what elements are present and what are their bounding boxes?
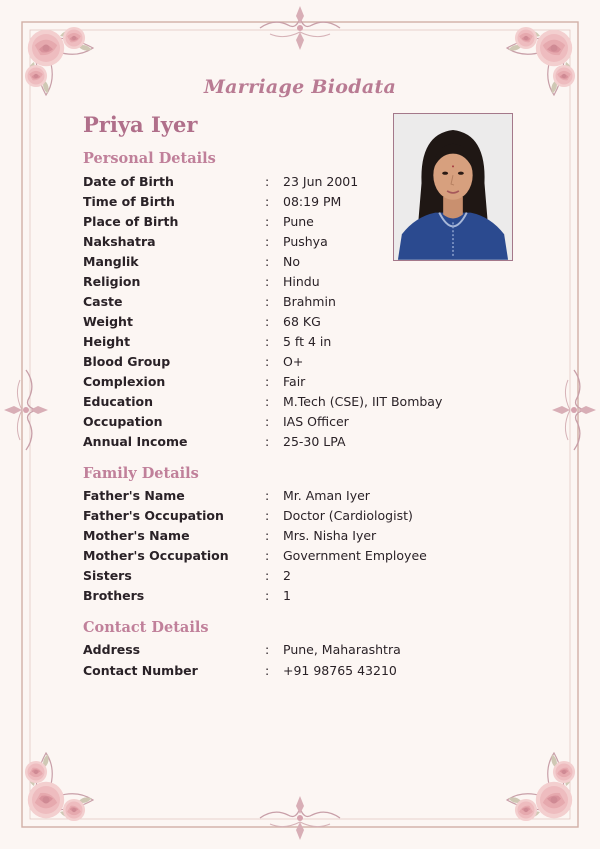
detail-label: Religion (83, 274, 141, 289)
detail-label: Occupation (83, 414, 163, 429)
detail-row (83, 174, 503, 194)
detail-value: 1 (283, 588, 291, 603)
detail-value: Hindu (283, 274, 320, 289)
detail-value: 68 KG (283, 314, 321, 329)
detail-row (83, 334, 503, 354)
detail-label: Height (83, 334, 131, 349)
detail-separator: : (265, 588, 270, 603)
detail-value: Mrs. Nisha Iyer (283, 528, 377, 543)
detail-separator: : (265, 374, 270, 389)
detail-label: Address (83, 642, 141, 657)
detail-label: Date of Birth (83, 174, 174, 189)
detail-row (83, 394, 503, 414)
detail-separator: : (265, 314, 270, 329)
detail-separator: : (265, 194, 270, 209)
detail-separator: : (265, 274, 270, 289)
detail-value: Pushya (283, 234, 328, 249)
detail-separator: : (265, 294, 270, 309)
detail-separator: : (265, 642, 270, 657)
detail-row (83, 663, 503, 683)
detail-label: Contact Number (83, 663, 198, 678)
detail-value: 5 ft 4 in (283, 334, 332, 349)
detail-row (83, 234, 503, 254)
document-title: Marriage Biodata (203, 76, 397, 98)
section-heading-family: Family Details (83, 465, 199, 482)
detail-row (83, 588, 503, 608)
detail-row (83, 214, 503, 234)
detail-label: Place of Birth (83, 214, 179, 229)
person-name: Priya Iyer (83, 112, 198, 137)
detail-label: Education (83, 394, 153, 409)
detail-row (83, 508, 503, 528)
detail-row (83, 434, 503, 454)
detail-label: Nakshatra (83, 234, 156, 249)
detail-separator: : (265, 174, 270, 189)
detail-row (83, 568, 503, 588)
detail-row (83, 528, 503, 548)
detail-row (83, 374, 503, 394)
detail-label: Blood Group (83, 354, 171, 369)
detail-value: No (283, 254, 300, 269)
detail-value: 25-30 LPA (283, 434, 346, 449)
detail-separator: : (265, 434, 270, 449)
section-heading-contact: Contact Details (83, 619, 209, 636)
detail-separator: : (265, 254, 270, 269)
detail-separator: : (265, 214, 270, 229)
detail-value: Pune (283, 214, 314, 229)
detail-separator: : (265, 354, 270, 369)
detail-label: Manglik (83, 254, 139, 269)
detail-value: Mr. Aman Iyer (283, 488, 370, 503)
detail-separator: : (265, 528, 270, 543)
detail-row (83, 314, 503, 334)
detail-row (83, 354, 503, 374)
detail-row (83, 274, 503, 294)
detail-separator: : (265, 394, 270, 409)
detail-value: Doctor (Cardiologist) (283, 508, 413, 523)
detail-row (83, 194, 503, 214)
section-heading-personal: Personal Details (83, 150, 216, 167)
detail-separator: : (265, 663, 270, 678)
detail-label: Father's Occupation (83, 508, 224, 523)
detail-value: IAS Officer (283, 414, 349, 429)
detail-label: Sisters (83, 568, 132, 583)
detail-separator: : (265, 548, 270, 563)
detail-row (83, 488, 503, 508)
detail-label: Mother's Occupation (83, 548, 229, 563)
detail-separator: : (265, 414, 270, 429)
detail-label: Father's Name (83, 488, 185, 503)
detail-label: Mother's Name (83, 528, 190, 543)
detail-separator: : (265, 508, 270, 523)
detail-separator: : (265, 334, 270, 349)
detail-value: M.Tech (CSE), IIT Bombay (283, 394, 443, 409)
detail-row (83, 414, 503, 434)
detail-label: Brothers (83, 588, 145, 603)
detail-separator: : (265, 488, 270, 503)
detail-label: Annual Income (83, 434, 188, 449)
detail-label: Weight (83, 314, 133, 329)
detail-row (83, 294, 503, 314)
detail-label: Time of Birth (83, 194, 175, 209)
detail-separator: : (265, 568, 270, 583)
detail-separator: : (265, 234, 270, 249)
detail-value: 2 (283, 568, 291, 583)
detail-value: 08:19 PM (283, 194, 342, 209)
detail-row (83, 548, 503, 568)
detail-row (83, 642, 503, 662)
detail-value: O+ (283, 354, 304, 369)
detail-label: Complexion (83, 374, 166, 389)
detail-value: Brahmin (283, 294, 336, 309)
detail-value: Pune, Maharashtra (283, 642, 401, 657)
detail-value: 23 Jun 2001 (283, 174, 359, 189)
detail-row (83, 254, 503, 274)
detail-value: Fair (283, 374, 306, 389)
detail-value: Government Employee (283, 548, 427, 563)
detail-value: +91 98765 43210 (283, 663, 397, 678)
detail-label: Caste (83, 294, 123, 309)
